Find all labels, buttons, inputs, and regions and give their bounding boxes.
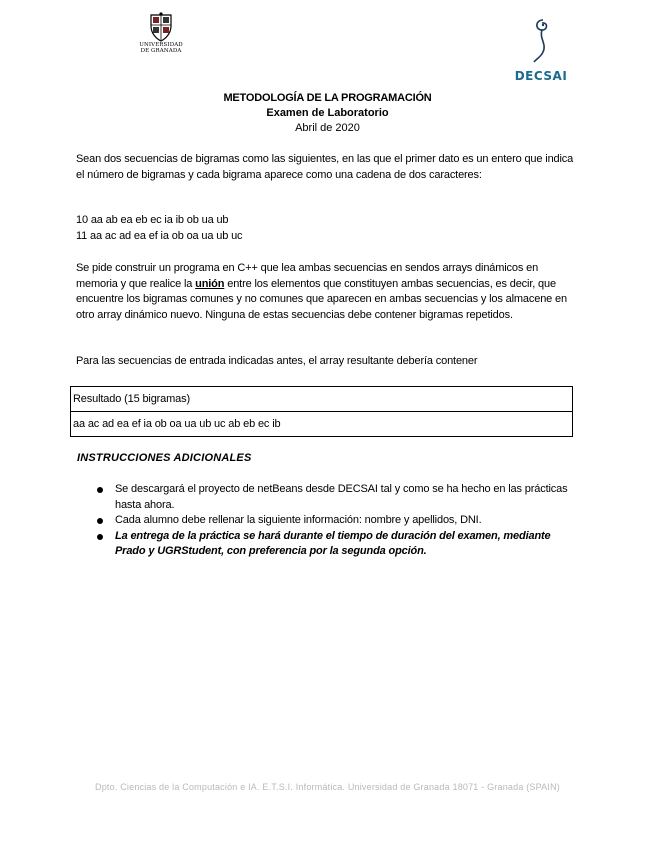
list-item — [94, 482, 574, 513]
university-logo — [134, 12, 188, 62]
list-item — [94, 529, 574, 560]
instructions-list — [94, 482, 574, 560]
university-name-line2: DE GRANADA — [140, 48, 182, 54]
result-header-cell: Resultado (15 bigramas) — [71, 387, 573, 412]
course-title: METODOLOGÍA DE LA PROGRAMACIÓN — [223, 92, 432, 104]
table-row — [71, 412, 573, 437]
sequence-1: 10 aa ab ea eb ec ia ib ob ua ub — [76, 214, 229, 226]
exam-subtitle: Examen de Laboratorio — [266, 107, 389, 119]
instruction-text: La entrega de la práctica se hará durante el tiempo de duración del examen, mediante Prado y UGRStudent, con preferencia por la segunda opción. — [115, 529, 551, 557]
intro-paragraph: Sean dos secuencias de bigramas como las siguientes, en las que el primer dato es un entero que indica el número de bigramas y cada bigrama aparece como una cadena de dos caracteres: — [76, 153, 574, 181]
result-value-cell: aa ac ad ea ef ia ob oa ua ub uc ab eb ec ib — [71, 412, 573, 437]
instruction-text: Cada alumno debe rellenar la siguiente información: nombre y apellidos, DNI. — [115, 514, 482, 526]
bullet-icon — [97, 518, 103, 524]
bullet-icon — [97, 534, 103, 540]
university-crest-icon — [147, 12, 175, 42]
instruction-text: Se descargará el proyecto de netBeans desde DECSAI tal y como se ha hecho en las prácticas hasta ahora. — [115, 483, 568, 511]
university-name-line1: UNIVERSIDAD — [139, 42, 183, 48]
task-keyword: unión — [195, 277, 225, 290]
list-item — [94, 513, 574, 529]
instructions-title: INSTRUCCIONES ADICIONALES — [77, 452, 252, 464]
department-logo — [511, 14, 571, 84]
bullet-icon — [97, 487, 103, 493]
task-text-before: Se pide construir un programa en C++ que lea ambas secuencias en sendos arrays dinámicos en memoria y que realice la — [76, 262, 539, 290]
exam-date: Abril de 2020 — [295, 122, 360, 134]
table-row — [71, 387, 573, 412]
expected-paragraph: Para las secuencias de entrada indicadas antes, el array resultante debería contener — [76, 355, 478, 367]
result-table — [70, 386, 573, 437]
page-footer: Dpto. Ciencias de la Computación e IA. E.T.S.I. Informática. Universidad de Granada 18071 - Granada (SPAIN) — [95, 782, 560, 792]
sequence-2: 11 aa ac ad ea ef ia ob oa ua ub uc — [76, 229, 243, 242]
task-paragraph — [76, 261, 581, 323]
task-text-after: entre los elementos que constituyen ambas secuencias, es decir, que encuentre los bigramas comunes y no comunes que aparecen en ambas secuencias y los almacene en otro array dinámico nuevo. Ninguna de estas secuencias debe contener bigramas repetidos. — [76, 277, 567, 321]
document-header — [0, 91, 655, 136]
department-name: DECSAI — [514, 69, 568, 83]
decsai-emblem-icon — [521, 14, 561, 64]
sequences-block — [76, 213, 581, 244]
